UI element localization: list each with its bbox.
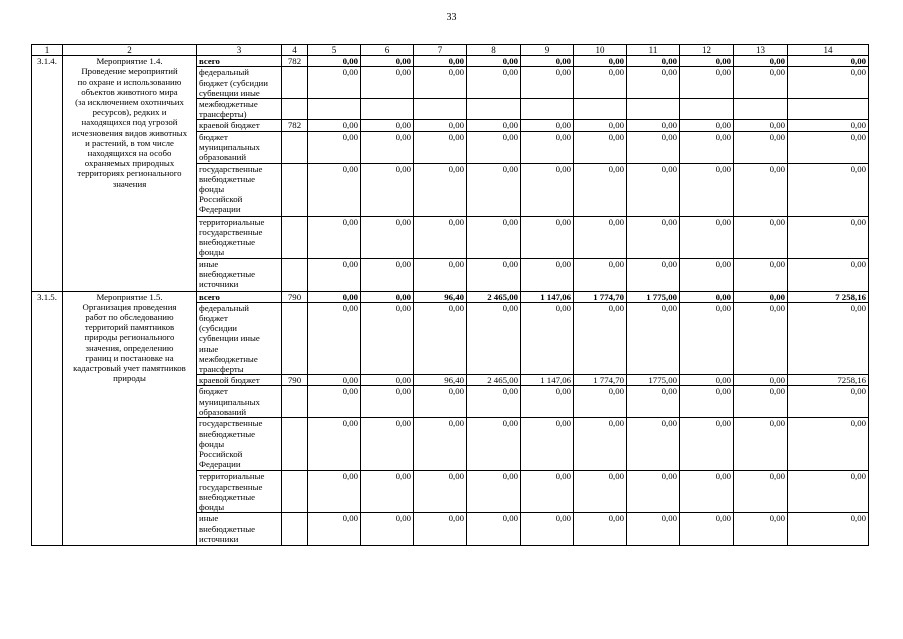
value-cell: 0,00 bbox=[414, 471, 467, 513]
value-cell: 0,00 bbox=[734, 163, 788, 216]
value-cell: 0,00 bbox=[627, 216, 680, 258]
value-cell: 0,00 bbox=[467, 302, 521, 374]
funding-source-line: трансферты) bbox=[199, 109, 247, 120]
item-name-line: исчезновения видов животных bbox=[71, 127, 188, 138]
value-cell: 0,00 bbox=[467, 131, 521, 163]
funding-source-line: внебюджетные bbox=[199, 173, 256, 184]
value-cell: 0,00 bbox=[361, 386, 414, 418]
value-cell: 0,00 bbox=[521, 258, 574, 291]
value-cell: 0,00 bbox=[414, 120, 467, 131]
value-cell: 0,00 bbox=[734, 471, 788, 513]
value-cell: 0,00 bbox=[734, 418, 788, 471]
value-cell: 0,00 bbox=[361, 131, 414, 163]
value-cell: 0,00 bbox=[734, 375, 788, 386]
value-cell: 0,00 bbox=[680, 471, 734, 513]
value-cell: 0,00 bbox=[361, 216, 414, 258]
value-cell: 0,00 bbox=[734, 258, 788, 291]
item-code: 3.1.4. bbox=[32, 56, 63, 291]
header-cell: 8 bbox=[467, 45, 521, 56]
value-cell: 0,00 bbox=[467, 56, 521, 67]
value-cell: 0,00 bbox=[308, 216, 361, 258]
funding-source-line: бюджет bbox=[199, 313, 228, 324]
item-name-line: территориях регионального bbox=[77, 168, 182, 179]
header-cell: 10 bbox=[574, 45, 627, 56]
funding-source bbox=[197, 386, 282, 418]
item-name-line: по охране и использованию bbox=[77, 76, 182, 87]
value-cell bbox=[627, 99, 680, 120]
value-cell: 0,00 bbox=[680, 120, 734, 131]
grbs-code bbox=[282, 302, 308, 374]
item-name-line: находящихся под угрозой bbox=[81, 117, 178, 128]
value-cell: 0,00 bbox=[308, 163, 361, 216]
table-row bbox=[32, 56, 869, 67]
value-cell: 0,00 bbox=[574, 302, 627, 374]
value-cell: 0,00 bbox=[308, 120, 361, 131]
grbs-code: 782 bbox=[282, 120, 308, 131]
value-cell: 0,00 bbox=[361, 418, 414, 471]
value-cell: 0,00 bbox=[734, 216, 788, 258]
funding-source-line: Российской bbox=[199, 449, 243, 460]
value-cell: 0,00 bbox=[467, 216, 521, 258]
value-cell bbox=[680, 99, 734, 120]
value-cell: 0,00 bbox=[361, 163, 414, 216]
funding-source-line: краевой бюджет bbox=[199, 120, 260, 131]
value-cell: 0,00 bbox=[788, 513, 869, 546]
grbs-code bbox=[282, 386, 308, 418]
value-cell: 0,00 bbox=[680, 131, 734, 163]
funding-source-line: внебюджетные bbox=[199, 428, 256, 439]
header-cell: 12 bbox=[680, 45, 734, 56]
value-cell bbox=[467, 99, 521, 120]
value-cell: 0,00 bbox=[361, 56, 414, 67]
value-cell: 0,00 bbox=[414, 131, 467, 163]
grbs-code bbox=[282, 418, 308, 471]
value-cell: 0,00 bbox=[680, 258, 734, 291]
funding-source-line: Федерации bbox=[199, 204, 241, 215]
funding-source bbox=[197, 291, 282, 302]
grbs-code bbox=[282, 163, 308, 216]
funding-source-line: субвенции иные bbox=[199, 87, 260, 98]
grbs-code bbox=[282, 513, 308, 546]
funding-source-line: всего bbox=[199, 291, 220, 302]
value-cell: 1 147,06 bbox=[521, 291, 574, 302]
value-cell: 0,00 bbox=[788, 67, 869, 99]
value-cell: 0,00 bbox=[574, 386, 627, 418]
funding-source-line: внебюджетные bbox=[199, 523, 256, 534]
value-cell: 0,00 bbox=[521, 216, 574, 258]
funding-source-line: (субсидии bbox=[199, 323, 237, 334]
funding-source-line: бюджет bbox=[199, 131, 228, 142]
value-cell: 0,00 bbox=[734, 513, 788, 546]
value-cell: 0,00 bbox=[788, 258, 869, 291]
value-cell: 0,00 bbox=[734, 291, 788, 302]
table-body bbox=[32, 45, 869, 546]
value-cell bbox=[574, 99, 627, 120]
funding-source-line: образований bbox=[199, 152, 247, 163]
value-cell: 0,00 bbox=[627, 163, 680, 216]
value-cell: 0,00 bbox=[627, 386, 680, 418]
value-cell: 1 774,70 bbox=[574, 375, 627, 386]
item-name-line: Проведение мероприятий bbox=[81, 66, 178, 77]
funding-source bbox=[197, 67, 282, 99]
value-cell: 0,00 bbox=[680, 375, 734, 386]
value-cell: 0,00 bbox=[361, 471, 414, 513]
value-cell: 0,00 bbox=[574, 513, 627, 546]
value-cell: 0,00 bbox=[680, 216, 734, 258]
value-cell: 0,00 bbox=[574, 216, 627, 258]
item-name-line: охраняемых природных bbox=[84, 158, 175, 169]
value-cell: 0,00 bbox=[734, 302, 788, 374]
funding-source-line: внебюджетные bbox=[199, 237, 256, 248]
grbs-code bbox=[282, 471, 308, 513]
value-cell: 0,00 bbox=[467, 418, 521, 471]
grbs-code bbox=[282, 131, 308, 163]
funding-source-line: муниципальных bbox=[199, 396, 260, 407]
value-cell: 0,00 bbox=[627, 56, 680, 67]
value-cell: 0,00 bbox=[788, 120, 869, 131]
item-code: 3.1.5. bbox=[32, 291, 63, 546]
funding-source-line: всего bbox=[199, 56, 220, 67]
value-cell: 0,00 bbox=[627, 120, 680, 131]
value-cell: 0,00 bbox=[414, 386, 467, 418]
item-name-line: находящихся на особо bbox=[87, 148, 172, 159]
funding-source-line: государственные bbox=[199, 418, 263, 429]
value-cell: 0,00 bbox=[627, 418, 680, 471]
value-cell: 0,00 bbox=[308, 513, 361, 546]
value-cell: 0,00 bbox=[414, 67, 467, 99]
value-cell bbox=[521, 99, 574, 120]
funding-source-line: межбюджетные bbox=[199, 99, 258, 110]
value-cell: 0,00 bbox=[414, 163, 467, 216]
value-cell: 0,00 bbox=[308, 418, 361, 471]
header-cell: 13 bbox=[734, 45, 788, 56]
funding-source-line: Федерации bbox=[199, 459, 241, 470]
item-name-line: работ по обследованию bbox=[85, 312, 174, 323]
funding-source bbox=[197, 258, 282, 291]
value-cell: 0,00 bbox=[361, 291, 414, 302]
value-cell: 2 465,00 bbox=[467, 291, 521, 302]
item-name-line: ресурсов), редких и bbox=[92, 107, 167, 118]
value-cell: 0,00 bbox=[627, 302, 680, 374]
value-cell: 0,00 bbox=[680, 302, 734, 374]
value-cell: 0,00 bbox=[574, 56, 627, 67]
value-cell: 0,00 bbox=[308, 67, 361, 99]
value-cell: 0,00 bbox=[521, 56, 574, 67]
header-cell: 1 bbox=[32, 45, 63, 56]
value-cell: 0,00 bbox=[308, 291, 361, 302]
funding-source-line: иные bbox=[199, 343, 219, 354]
value-cell: 0,00 bbox=[308, 56, 361, 67]
value-cell: 0,00 bbox=[308, 386, 361, 418]
value-cell: 0,00 bbox=[734, 67, 788, 99]
header-cell: 2 bbox=[63, 45, 197, 56]
item-name-line: Мероприятие 1.4. bbox=[96, 56, 163, 67]
funding-source-line: фонды bbox=[199, 502, 225, 513]
value-cell: 0,00 bbox=[467, 258, 521, 291]
grbs-code bbox=[282, 258, 308, 291]
funding-source bbox=[197, 302, 282, 374]
header-cell: 3 bbox=[197, 45, 282, 56]
value-cell: 0,00 bbox=[521, 131, 574, 163]
header-cell: 4 bbox=[282, 45, 308, 56]
value-cell: 0,00 bbox=[521, 418, 574, 471]
item-name-line: границ и постановке на bbox=[85, 352, 174, 363]
value-cell: 0,00 bbox=[521, 163, 574, 216]
value-cell: 0,00 bbox=[467, 120, 521, 131]
value-cell: 0,00 bbox=[788, 386, 869, 418]
funding-source-line: фонды bbox=[199, 184, 225, 195]
value-cell: 0,00 bbox=[361, 513, 414, 546]
item-name-line: кадастровый учет памятников bbox=[73, 363, 186, 374]
value-cell: 0,00 bbox=[680, 418, 734, 471]
item-name-line: природы bbox=[113, 373, 146, 384]
funding-source-line: внебюджетные bbox=[199, 491, 256, 502]
value-cell: 96,40 bbox=[414, 291, 467, 302]
value-cell: 0,00 bbox=[680, 163, 734, 216]
value-cell: 0,00 bbox=[521, 120, 574, 131]
funding-source bbox=[197, 375, 282, 386]
value-cell: 0,00 bbox=[680, 291, 734, 302]
funding-source bbox=[197, 513, 282, 546]
funding-source-line: субвенции иные bbox=[199, 333, 260, 344]
value-cell: 0,00 bbox=[467, 471, 521, 513]
item-name-line: значения bbox=[112, 178, 147, 189]
value-cell: 0,00 bbox=[627, 471, 680, 513]
item-name bbox=[63, 291, 197, 546]
item-name-line: территорий памятников bbox=[84, 322, 175, 333]
value-cell: 1775,00 bbox=[627, 375, 680, 386]
funding-source-line: внебюджетные bbox=[199, 268, 256, 279]
budget-table bbox=[31, 44, 869, 546]
value-cell: 96,40 bbox=[414, 375, 467, 386]
value-cell: 0,00 bbox=[414, 302, 467, 374]
header-cell: 6 bbox=[361, 45, 414, 56]
funding-source bbox=[197, 418, 282, 471]
value-cell: 1 147,06 bbox=[521, 375, 574, 386]
funding-source-line: территориальные bbox=[199, 216, 265, 227]
funding-source-line: муниципальных bbox=[199, 141, 260, 152]
value-cell: 0,00 bbox=[574, 258, 627, 291]
value-cell: 7258,16 bbox=[788, 375, 869, 386]
value-cell: 0,00 bbox=[467, 163, 521, 216]
funding-source-line: государственные bbox=[199, 226, 263, 237]
value-cell bbox=[308, 99, 361, 120]
value-cell: 0,00 bbox=[361, 67, 414, 99]
value-cell: 0,00 bbox=[788, 216, 869, 258]
value-cell: 0,00 bbox=[734, 386, 788, 418]
value-cell: 0,00 bbox=[414, 258, 467, 291]
item-name-line: значения, определению bbox=[85, 342, 174, 353]
value-cell bbox=[361, 99, 414, 120]
grbs-code bbox=[282, 67, 308, 99]
value-cell: 0,00 bbox=[574, 131, 627, 163]
value-cell: 7 258,16 bbox=[788, 291, 869, 302]
funding-source-line: Российской bbox=[199, 194, 243, 205]
value-cell: 0,00 bbox=[574, 120, 627, 131]
value-cell: 0,00 bbox=[574, 67, 627, 99]
value-cell: 0,00 bbox=[361, 302, 414, 374]
header-cell: 7 bbox=[414, 45, 467, 56]
value-cell: 0,00 bbox=[414, 513, 467, 546]
value-cell: 0,00 bbox=[521, 67, 574, 99]
grbs-code: 790 bbox=[282, 375, 308, 386]
value-cell: 0,00 bbox=[788, 56, 869, 67]
funding-source-line: трансферты bbox=[199, 364, 244, 375]
funding-source bbox=[197, 216, 282, 258]
value-cell: 0,00 bbox=[414, 216, 467, 258]
value-cell: 0,00 bbox=[414, 418, 467, 471]
value-cell: 0,00 bbox=[680, 56, 734, 67]
value-cell: 0,00 bbox=[467, 513, 521, 546]
value-cell bbox=[414, 99, 467, 120]
funding-source-line: бюджет bbox=[199, 386, 228, 397]
value-cell bbox=[734, 99, 788, 120]
value-cell: 0,00 bbox=[734, 120, 788, 131]
funding-source bbox=[197, 120, 282, 131]
item-name bbox=[63, 56, 197, 291]
value-cell: 1 775,00 bbox=[627, 291, 680, 302]
grbs-code bbox=[282, 216, 308, 258]
value-cell: 0,00 bbox=[308, 375, 361, 386]
header-cell: 9 bbox=[521, 45, 574, 56]
value-cell: 0,00 bbox=[308, 471, 361, 513]
value-cell: 0,00 bbox=[788, 302, 869, 374]
value-cell: 0,00 bbox=[788, 131, 869, 163]
funding-source-line: государственные bbox=[199, 481, 263, 492]
value-cell: 0,00 bbox=[521, 386, 574, 418]
value-cell: 0,00 bbox=[627, 67, 680, 99]
item-name-line: объектов животного мира bbox=[81, 86, 178, 97]
value-cell: 0,00 bbox=[734, 56, 788, 67]
grbs-code: 782 bbox=[282, 56, 308, 67]
funding-source-line: фонды bbox=[199, 247, 225, 258]
funding-source-line: государственные bbox=[199, 163, 263, 174]
funding-source-line: межбюджетные bbox=[199, 353, 258, 364]
item-name-line: Мероприятие 1.5. bbox=[96, 291, 163, 302]
item-name-line: Организация проведения bbox=[82, 301, 177, 312]
value-cell: 0,00 bbox=[414, 56, 467, 67]
funding-source-line: бюджет (субсидии bbox=[199, 77, 268, 88]
item-name-line: (за исключением охотничьих bbox=[75, 97, 184, 108]
value-cell: 0,00 bbox=[467, 67, 521, 99]
value-cell: 0,00 bbox=[308, 302, 361, 374]
value-cell: 0,00 bbox=[361, 258, 414, 291]
value-cell: 0,00 bbox=[308, 131, 361, 163]
funding-source bbox=[197, 163, 282, 216]
grbs-code bbox=[282, 99, 308, 120]
funding-source-line: источники bbox=[199, 279, 239, 290]
value-cell: 0,00 bbox=[361, 375, 414, 386]
funding-source-line: иные bbox=[199, 258, 219, 269]
value-cell: 0,00 bbox=[788, 418, 869, 471]
funding-source-line: территориальные bbox=[199, 471, 265, 482]
value-cell: 0,00 bbox=[574, 418, 627, 471]
header-cell: 14 bbox=[788, 45, 869, 56]
value-cell: 0,00 bbox=[521, 513, 574, 546]
funding-source bbox=[197, 56, 282, 67]
value-cell: 0,00 bbox=[521, 471, 574, 513]
value-cell: 0,00 bbox=[467, 386, 521, 418]
funding-source-line: источники bbox=[199, 533, 239, 544]
value-cell: 0,00 bbox=[680, 67, 734, 99]
header-row bbox=[32, 45, 869, 56]
value-cell: 0,00 bbox=[574, 471, 627, 513]
header-cell: 5 bbox=[308, 45, 361, 56]
page-number: 33 bbox=[446, 12, 457, 23]
funding-source-line: фонды bbox=[199, 438, 225, 449]
value-cell: 0,00 bbox=[627, 258, 680, 291]
table-row bbox=[32, 291, 869, 302]
item-name-line: природы регионального bbox=[84, 332, 175, 343]
value-cell: 0,00 bbox=[521, 302, 574, 374]
funding-source-line: федеральный bbox=[199, 67, 249, 78]
funding-source-line: краевой бюджет bbox=[199, 375, 260, 386]
value-cell: 0,00 bbox=[788, 163, 869, 216]
value-cell: 0,00 bbox=[574, 163, 627, 216]
value-cell: 0,00 bbox=[734, 131, 788, 163]
value-cell: 0,00 bbox=[627, 513, 680, 546]
value-cell: 1 774,70 bbox=[574, 291, 627, 302]
funding-source bbox=[197, 471, 282, 513]
value-cell: 0,00 bbox=[680, 386, 734, 418]
value-cell: 2 465,00 bbox=[467, 375, 521, 386]
funding-source-line: иные bbox=[199, 513, 219, 524]
value-cell: 0,00 bbox=[627, 131, 680, 163]
value-cell bbox=[788, 99, 869, 120]
value-cell: 0,00 bbox=[788, 471, 869, 513]
funding-source-line: федеральный bbox=[199, 302, 249, 313]
value-cell: 0,00 bbox=[680, 513, 734, 546]
value-cell: 0,00 bbox=[308, 258, 361, 291]
item-name-line: и растений, в том числе bbox=[85, 137, 174, 148]
value-cell: 0,00 bbox=[361, 120, 414, 131]
funding-source-line: образований bbox=[199, 406, 247, 417]
funding-source bbox=[197, 99, 282, 120]
grbs-code: 790 bbox=[282, 291, 308, 302]
funding-source bbox=[197, 131, 282, 163]
header-cell: 11 bbox=[627, 45, 680, 56]
